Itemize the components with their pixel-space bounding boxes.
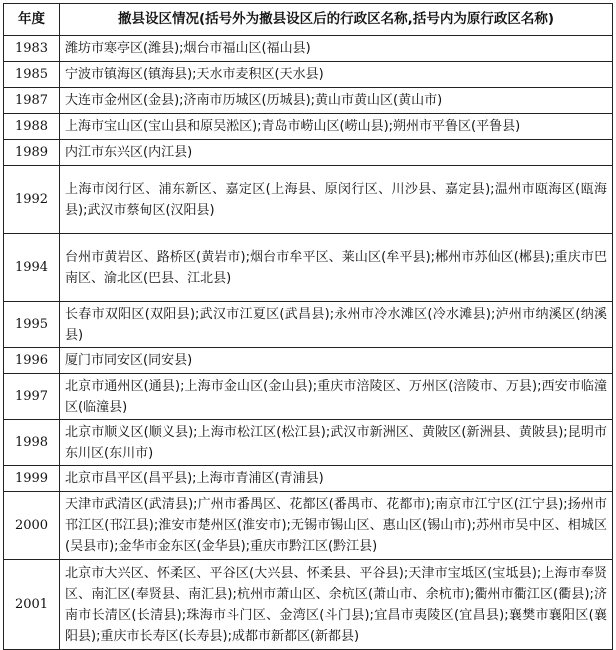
row-description: 上海市宝山区(宝山县和原吴淞区);青岛市崂山区(崂山县);朔州市平鲁区(平鲁县) [60,114,613,140]
row-year: 1983 [4,36,60,62]
row-year: 1996 [4,348,60,374]
row-description: 宁波市镇海区(镇海县);天水市麦积区(天水县) [60,62,613,88]
row-description: 天津市武清区(武清县);广州市番禺区、花都区(番禺市、花都市);南京市江宁区(江宁县);扬州市邗江区(邗江县);淮安市楚州区(淮安市);无锡市锡山区、惠山区(锡山市);苏州市吴中区、相城区(吴县市);金华市金东区(金华县);重庆市黔江区(黔江县) [60,492,613,560]
row-year: 1985 [4,62,60,88]
table-header-row [4,4,613,36]
row-description: 潍坊市寒亭区(潍县);烟台市福山区(福山县) [60,36,613,62]
table-row [4,234,613,302]
table-row [4,348,613,374]
table-row [4,140,613,166]
table-row [4,166,613,234]
table-row [4,374,613,420]
header-description: 撤县设区情况(括号外为撤县设区后的行政区名称,括号内为原行政区名称) [60,4,613,36]
table-row [4,62,613,88]
table-row [4,420,613,466]
row-description: 北京市通州区(通县);上海市金山区(金山县);重庆市涪陵区、万州区(涪陵市、万县);西安市临潼区(临潼县) [60,374,613,420]
row-year: 1987 [4,88,60,114]
row-year: 1994 [4,234,60,302]
table-row [4,492,613,560]
table-row [4,560,613,650]
row-description: 内江市东兴区(内江县) [60,140,613,166]
table-row [4,114,613,140]
row-year: 1995 [4,302,60,348]
row-description: 北京市大兴区、怀柔区、平谷区(大兴县、怀柔县、平谷县);天津市宝坻区(宝坻县);上海市奉贤区、南汇区(奉贤县、南汇县);杭州市萧山区、余杭区(萧山市、余杭市);衢州市衢江区(衢县);济南市长清区(长清县);珠海市斗门区、金湾区(斗门县);宜昌市夷陵区(宜昌县);襄樊市襄阳区(襄阳县);重庆市长寿区(长寿县);成都市新都区(新都县) [60,560,613,650]
table-row [4,36,613,62]
table-row [4,88,613,114]
row-description: 长春市双阳区(双阳县);武汉市江夏区(武昌县);永州市冷水滩区(冷水滩县);泸州市纳溪区(纳溪县) [60,302,613,348]
row-description: 厦门市同安区(同安县) [60,348,613,374]
row-year: 2000 [4,492,60,560]
table-row [4,466,613,492]
row-description: 台州市黄岩区、路桥区(黄岩市);烟台市牟平区、莱山区(牟平县);郴州市苏仙区(郴县);重庆市巴南区、渝北区(巴县、江北县) [60,234,613,302]
row-year: 1988 [4,114,60,140]
table-row [4,302,613,348]
row-year: 2001 [4,560,60,650]
row-description: 上海市闵行区、浦东新区、嘉定区(上海县、原闵行区、川沙县、嘉定县);温州市瓯海区(瓯海县);武汉市蔡甸区(汉阳县) [60,166,613,234]
row-year: 1992 [4,166,60,234]
row-year: 1999 [4,466,60,492]
row-description: 大连市金州区(金县);济南市历城区(历城县);黄山市黄山区(黄山市) [60,88,613,114]
header-year: 年度 [4,4,60,36]
row-year: 1989 [4,140,60,166]
row-description: 北京市昌平区(昌平县);上海市青浦区(青浦县) [60,466,613,492]
row-year: 1998 [4,420,60,466]
county-to-district-table [3,3,613,650]
row-description: 北京市顺义区(顺义县);上海市松江区(松江县);武汉市新洲区、黄陂区(新洲县、黄陂县);昆明市东川区(东川市) [60,420,613,466]
row-year: 1997 [4,374,60,420]
